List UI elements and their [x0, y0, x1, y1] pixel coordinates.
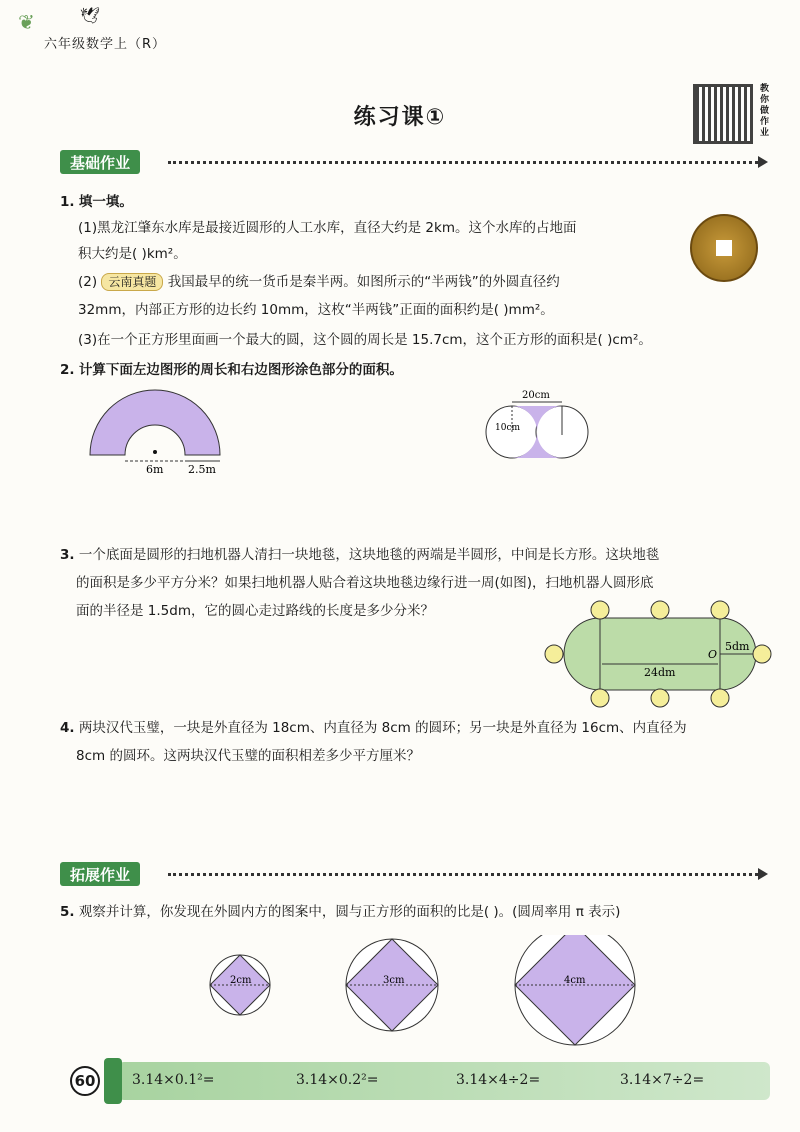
section-divider [168, 873, 758, 876]
page-title: 练习课① [353, 105, 447, 130]
label-radius: 5dm [725, 640, 750, 653]
label-large: 4cm [564, 975, 586, 986]
bird-decoration-icon: 🕊 [80, 6, 101, 25]
question-title: 填一填。 [78, 194, 133, 210]
question-number: 3. [60, 547, 75, 563]
semi-annulus-figure [80, 385, 240, 480]
leaf-decoration-icon: ❦ [18, 10, 35, 34]
question-5 [60, 902, 620, 922]
footer-calc-1: 3.14×0.1²= [132, 1072, 215, 1088]
question-4-line2: 8cm 的圆环。这两块汉代玉璧的面积相差多少平方厘米？ [76, 748, 420, 764]
question-3-line3: 面的半径是 1.5dm，它的圆心走过路线的长度是多少分米？ [76, 603, 434, 619]
arrow-right-icon [758, 868, 768, 880]
two-circles-figure [475, 385, 605, 475]
question-3-line2: 的面积是多少平方分米？如果扫地机器人贴合着这块地毯边缘行进一周(如图)，扫地机器人圆形底 [76, 575, 654, 591]
q1-part2-line2: 32mm，内部正方形的边长约 10mm，这枚“半两钱”正面的面积约是( )mm²。 [78, 302, 554, 318]
section-extension-label: 拓展作业 [60, 862, 140, 886]
label-top: 20cm [522, 390, 550, 401]
q1-part2-prefix: (2) [78, 274, 98, 290]
question-3-line1 [60, 545, 659, 565]
question-text: 两块汉代玉璧，一块是外直径为 18cm、内直径为 8cm 的圆环；另一块是外直径为 16cm、内直径为 [78, 720, 687, 736]
question-1-title [60, 192, 133, 212]
question-4-line1 [60, 718, 687, 738]
qr-code-icon[interactable] [693, 84, 753, 144]
label-center: O [708, 648, 718, 661]
question-number: 5. [60, 904, 75, 920]
label-inner: 6m [146, 463, 164, 476]
circle-square-figures [200, 935, 650, 1055]
footer-left-tab [104, 1058, 122, 1104]
question-text: 计算下面左边图形的周长和右边图形涂色部分的面积。 [78, 362, 403, 378]
label-width: 2.5m [188, 463, 216, 476]
q1-part1-line2: 积大约是( )km²。 [78, 246, 187, 262]
label-side: 10cm [495, 423, 521, 433]
question-number: 4. [60, 720, 75, 736]
section-basic-label: 基础作业 [60, 150, 140, 174]
footer-calc-2: 3.14×0.2²= [296, 1072, 379, 1088]
question-number: 2. [60, 362, 75, 378]
label-length: 24dm [644, 666, 676, 679]
arrow-right-icon [758, 156, 768, 168]
question-text: 观察并计算，你发现在外圆内方的图案中，圆与正方形的面积的比是( )。(圆周率用 π 表示) [78, 904, 621, 920]
footer-calc-4: 3.14×7÷2= [620, 1072, 705, 1088]
label-small: 2cm [230, 975, 252, 986]
label-medium: 3cm [383, 975, 405, 986]
qr-caption: 教你做作业 [760, 84, 770, 138]
q1-part3: (3)在一个正方形里面画一个最大的圆，这个圆的周长是 15.7cm，这个正方形的面积是( )cm²。 [78, 332, 652, 348]
page-number: 60 [70, 1066, 100, 1096]
carpet-robot-figure [540, 598, 775, 708]
question-number: 1. [60, 194, 75, 210]
book-title: 六年级数学上（R） [44, 37, 167, 52]
q1-part2-line1 [78, 272, 560, 292]
coin-square-hole [716, 240, 732, 256]
footer-calc-3: 3.14×4÷2= [456, 1072, 541, 1088]
q1-part1-line1: (1)黑龙江肇东水库是最接近圆形的人工水库，直径大约是 2km。这个水库的占地面 [78, 220, 577, 236]
question-text: 一个底面是圆形的扫地机器人清扫一块地毯，这块地毯的两端是半圆形，中间是长方形。这块地毯 [78, 547, 660, 563]
exam-tag-badge: 云南真题 [101, 273, 163, 291]
q1-part2-text: 我国最早的统一货币是秦半两。如图所示的“半两钱”的外圆直径约 [167, 274, 560, 290]
section-divider [168, 161, 758, 164]
question-2 [60, 360, 403, 380]
